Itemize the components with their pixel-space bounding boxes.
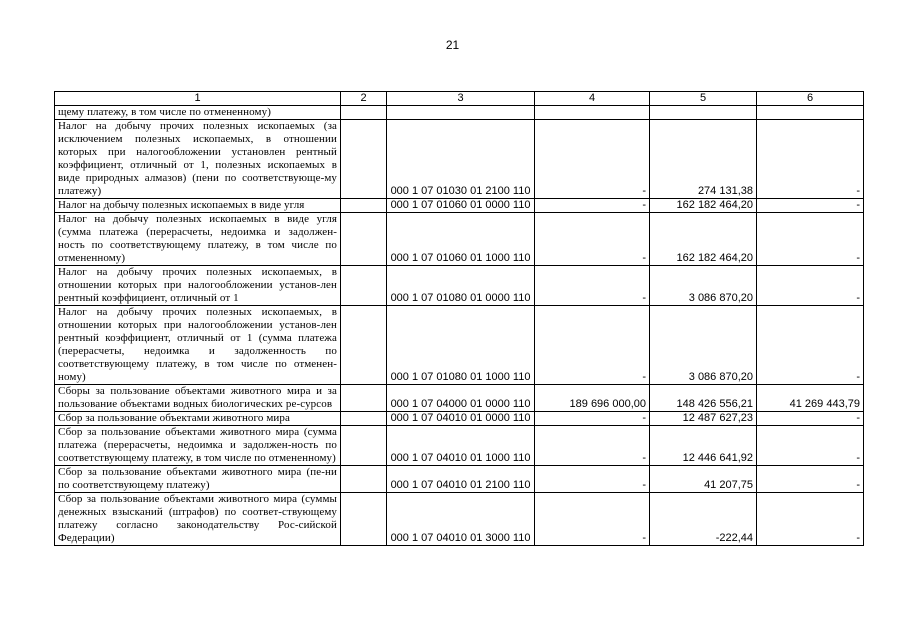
table-row [55, 493, 864, 546]
header-col-1: 1 [55, 92, 341, 106]
row-col-5: -222,44 [650, 493, 757, 546]
row-col-6 [757, 106, 864, 120]
row-col-2 [341, 120, 387, 199]
row-col-2 [341, 426, 387, 466]
row-col-5: 148 426 556,21 [650, 385, 757, 412]
row-name: Сбор за пользование объектами животного мира (сумма платежа (перерасчеты, недоимка и задолжен-ность по соответствующему платежу, в том числе по отмененному) [55, 426, 341, 466]
table-row [55, 412, 864, 426]
header-col-2: 2 [341, 92, 387, 106]
table-row [55, 306, 864, 385]
page-number: 21 [445, 38, 460, 52]
row-col-5: 12 446 641,92 [650, 426, 757, 466]
row-code: 000 1 07 01060 01 1000 110 [387, 213, 535, 266]
row-name: Сбор за пользование объектами животного мира [55, 412, 341, 426]
row-name: Налог на добычу прочих полезных ископаемых, в отношении которых при налогообложении установ-лен рентный коэффициент, отличный от 1 (сумма платежа (перерасчеты, недоимка и задолженность по соответствующему платежу, в том числе по отменен-ному) [55, 306, 341, 385]
row-col-5: 12 487 627,23 [650, 412, 757, 426]
row-col-4 [535, 106, 650, 120]
row-col-4: - [535, 466, 650, 493]
table-row [55, 213, 864, 266]
row-code: 000 1 07 01080 01 1000 110 [387, 306, 535, 385]
row-col-2 [341, 199, 387, 213]
row-col-4: - [535, 120, 650, 199]
row-name: Налог на добычу полезных ископаемых в виде угля (сумма платежа (перерасчеты, недоимка и задолжен-ность по соответствующему платежу, в том числе по отмененному) [55, 213, 341, 266]
row-col-5: 3 086 870,20 [650, 306, 757, 385]
row-col-2 [341, 213, 387, 266]
row-col-4: 189 696 000,00 [535, 385, 650, 412]
row-col-6: - [757, 199, 864, 213]
row-col-2 [341, 106, 387, 120]
row-name: Сбор за пользование объектами животного мира (пе-ни по соответствующему платежу) [55, 466, 341, 493]
header-col-3: 3 [387, 92, 535, 106]
row-col-5: 162 182 464,20 [650, 213, 757, 266]
row-col-5: 162 182 464,20 [650, 199, 757, 213]
row-code: 000 1 07 04010 01 0000 110 [387, 412, 535, 426]
row-col-6: - [757, 493, 864, 546]
row-col-2 [341, 412, 387, 426]
row-name: Сбор за пользование объектами животного мира (суммы денежных взысканий (штрафов) по соответ-ствующему платежу согласно законодательству Рос-сийской Федерации) [55, 493, 341, 546]
row-code: 000 1 07 04000 01 0000 110 [387, 385, 535, 412]
row-col-5: 3 086 870,20 [650, 266, 757, 306]
row-col-4: - [535, 412, 650, 426]
row-code [387, 106, 535, 120]
table-header-row [55, 92, 864, 106]
row-col-6: 41 269 443,79 [757, 385, 864, 412]
row-name: Налог на добычу прочих полезных ископаемых, в отношении которых при налогообложении установ-лен рентный коэффициент, отличный от 1 [55, 266, 341, 306]
table-row [55, 199, 864, 213]
row-col-6: - [757, 120, 864, 199]
row-col-4: - [535, 426, 650, 466]
row-col-5 [650, 106, 757, 120]
row-col-6: - [757, 426, 864, 466]
row-code: 000 1 07 04010 01 2100 110 [387, 466, 535, 493]
header-col-4: 4 [535, 92, 650, 106]
row-col-2 [341, 466, 387, 493]
row-code: 000 1 07 01060 01 0000 110 [387, 199, 535, 213]
row-col-4: - [535, 493, 650, 546]
table-row [55, 106, 864, 120]
table-row [55, 266, 864, 306]
row-col-6: - [757, 466, 864, 493]
row-col-6: - [757, 412, 864, 426]
table-row [55, 120, 864, 199]
row-name: Налог на добычу полезных ископаемых в виде угля [55, 199, 341, 213]
row-col-4: - [535, 213, 650, 266]
table-row [55, 466, 864, 493]
row-col-4: - [535, 199, 650, 213]
row-col-4: - [535, 266, 650, 306]
row-code: 000 1 07 04010 01 3000 110 [387, 493, 535, 546]
budget-table [54, 91, 864, 546]
table-row [55, 426, 864, 466]
row-col-4: - [535, 306, 650, 385]
row-code: 000 1 07 01030 01 2100 110 [387, 120, 535, 199]
row-col-6: - [757, 306, 864, 385]
row-col-2 [341, 493, 387, 546]
row-col-2 [341, 306, 387, 385]
row-name: Налог на добычу прочих полезных ископаемых (за исключением полезных ископаемых, в отношении которых при налогообложении установлен рентный коэффициент, отличный от 1, полезных ископаемых в виде природных алмазов) (пени по соответствующе-му платежу) [55, 120, 341, 199]
row-col-2 [341, 266, 387, 306]
row-name: щему платежу, в том числе по отмененному) [55, 106, 341, 120]
header-col-5: 5 [650, 92, 757, 106]
row-code: 000 1 07 04010 01 1000 110 [387, 426, 535, 466]
row-code: 000 1 07 01080 01 0000 110 [387, 266, 535, 306]
row-name: Сборы за пользование объектами животного мира и за пользование объектами водных биологических ре-сурсов [55, 385, 341, 412]
row-col-6: - [757, 266, 864, 306]
row-col-2 [341, 385, 387, 412]
table-row [55, 385, 864, 412]
row-col-6: - [757, 213, 864, 266]
row-col-5: 274 131,38 [650, 120, 757, 199]
header-col-6: 6 [757, 92, 864, 106]
row-col-5: 41 207,75 [650, 466, 757, 493]
